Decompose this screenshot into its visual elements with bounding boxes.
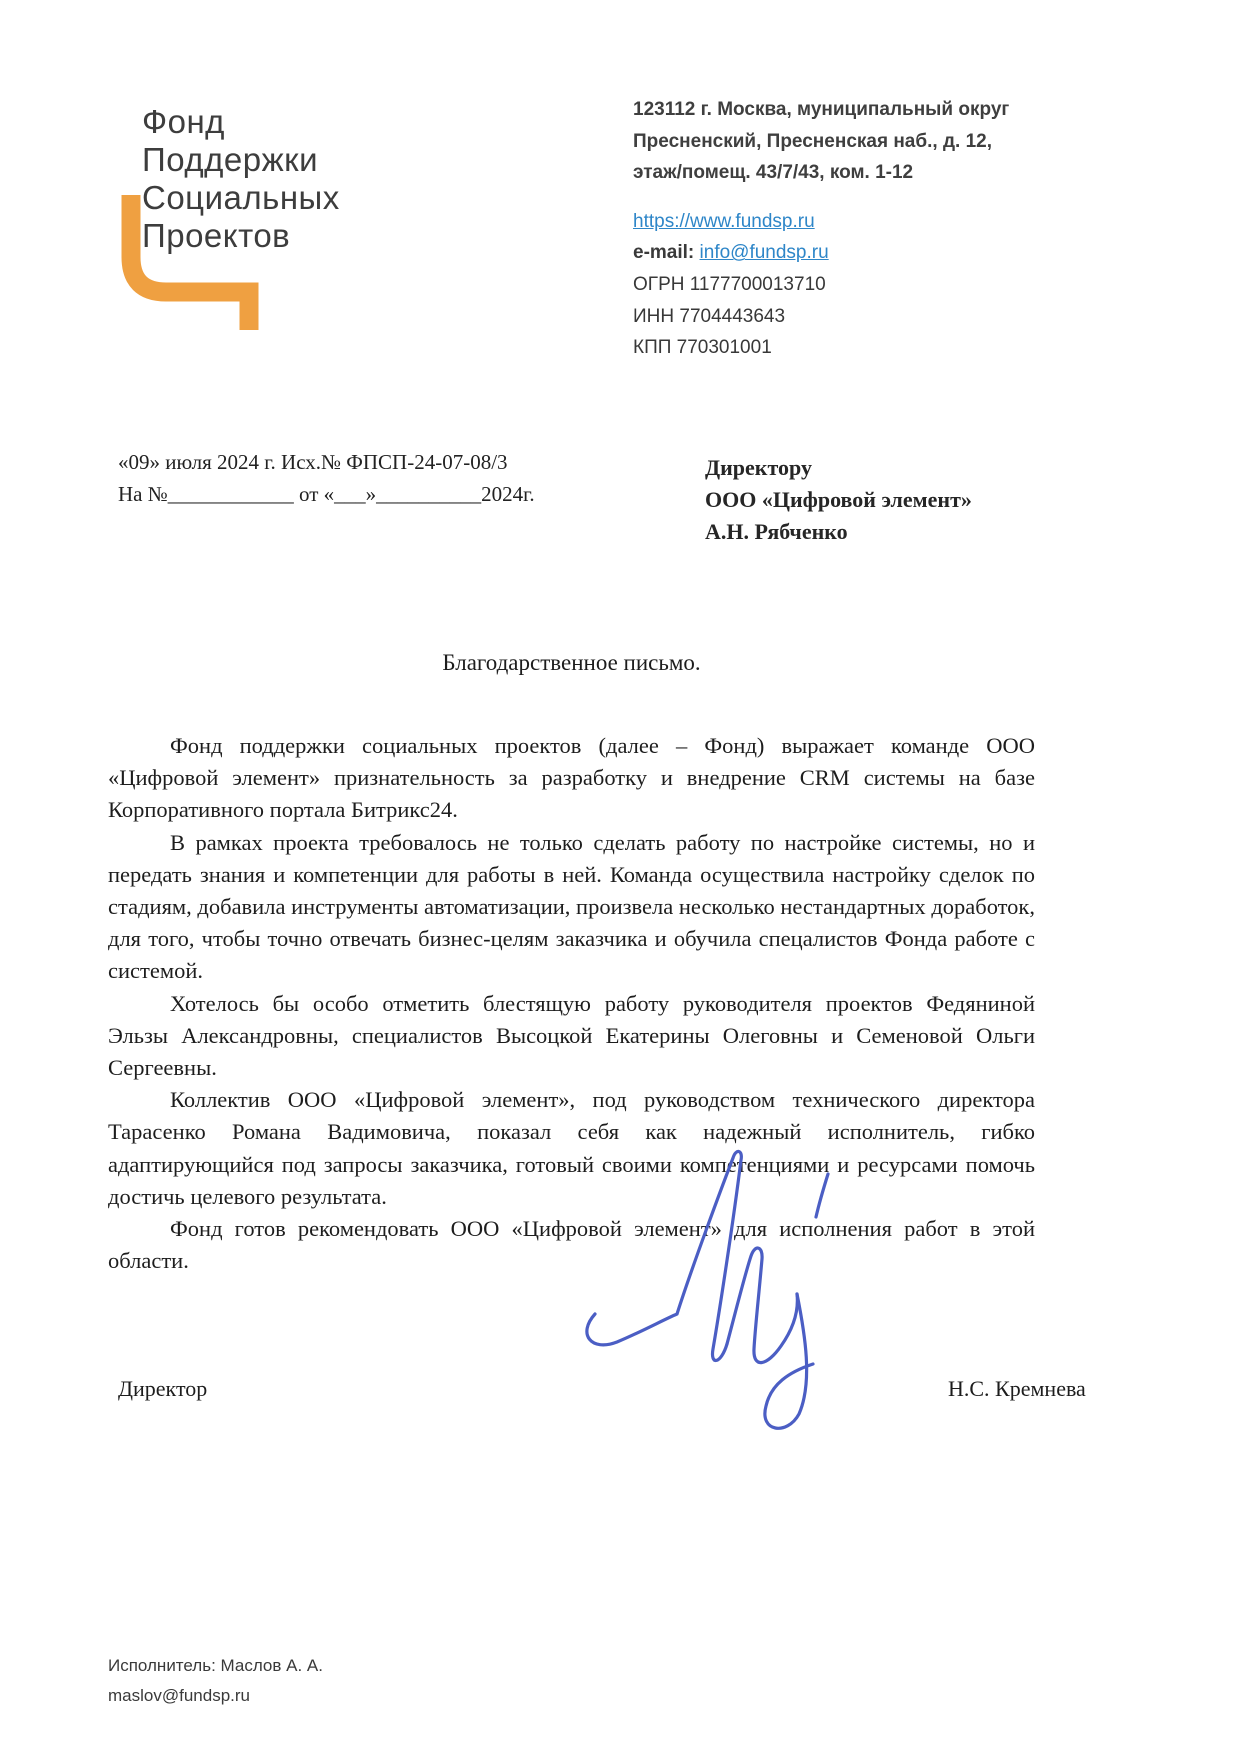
paragraph: Коллектив ООО «Цифровой элемент», под руководством технического директора Тарасенко Романа Вадимовича, показал себя как надежный исполнитель, гибко адаптирующийся под запросы заказчика, готовый своими компетенциями и ресурсами помочь достичь целевого результата. xyxy=(108,1087,1035,1209)
recipient-line: ООО «Цифровой элемент» xyxy=(705,487,972,512)
paragraph: Фонд поддержки социальных проектов (далее – Фонд) выражает команде ООО «Цифровой элемент» признательность за разработку и внедрение CRM системы на базе Корпоративного портала Битрикс24. xyxy=(108,733,1035,823)
recipient-line: Директору xyxy=(705,455,812,480)
contact-block xyxy=(633,94,1009,364)
kpp-line: КПП 770301001 xyxy=(633,337,772,359)
recipient-line: А.Н. Рябченко xyxy=(705,519,848,544)
signer-name: Н.С. Кремнева xyxy=(948,1376,1086,1401)
spacer xyxy=(633,189,1009,206)
paragraph: Хотелось бы особо отметить блестящую работу руководителя проектов Федяниной Эльзы Александровны, специалистов Высоцкой Екатерины Олеговны и Семеновой Ольги Сергеевны. xyxy=(108,990,1035,1081)
signer-role: Директор xyxy=(118,1376,208,1401)
inn-line: ИНН 7704443643 xyxy=(633,305,786,327)
letter-title: Благодарственное письмо. xyxy=(442,650,701,675)
email-label: e-mail: xyxy=(633,242,695,264)
executor-line: Исполнитель: Маслов А. А. xyxy=(108,1656,323,1675)
letter-body xyxy=(108,730,1035,1277)
email-row xyxy=(633,237,1009,269)
executor-block xyxy=(108,1651,323,1711)
address-line: этаж/помещ. 43/7/43, ком. 1-12 xyxy=(633,162,914,184)
logo-line: Проектов xyxy=(142,217,291,254)
ogrn-line: ОГРН 1177700013710 xyxy=(633,273,826,295)
website-link[interactable]: https://www.fundsp.ru xyxy=(633,210,815,232)
logo-line: Социальных xyxy=(142,179,340,216)
email-link[interactable]: info@fundsp.ru xyxy=(699,242,829,264)
handwritten-signature xyxy=(583,1142,873,1442)
website-row xyxy=(633,206,1009,238)
logo-bracket-icon xyxy=(104,192,264,337)
paragraph: Фонд готов рекомендовать ООО «Цифровой элемент» для исполнения работ в этой области. xyxy=(108,1216,1035,1274)
reference-block xyxy=(118,446,535,510)
paragraph: В рамках проекта требовалось не только сделать работу по настройке системы, но и передать знания и компетенции для работы в ней. Команда осуществила настройку сделок по стадиям, добавила инструменты автоматизации, произвела несколько нестандартных доработок, для того, чтобы точно отвечать бизнес-целям заказчика и обучила спецалистов Фонда работе с системой. xyxy=(108,829,1035,984)
recipient-block xyxy=(705,452,972,548)
outgoing-ref-line: «09» июля 2024 г. Исх.№ ФПСП-24-07-08/3 xyxy=(118,450,508,474)
logo-line: Поддержки xyxy=(142,141,319,178)
incoming-ref-line: На №____________ от «___»__________2024г. xyxy=(118,482,535,506)
address-line: Пресненский, Пресненская наб., д. 12, xyxy=(633,130,992,152)
logo-line: Фонд xyxy=(142,103,225,140)
executor-email: maslov@fundsp.ru xyxy=(108,1686,250,1705)
address-line: 123112 г. Москва, муниципальный округ xyxy=(633,99,1010,120)
